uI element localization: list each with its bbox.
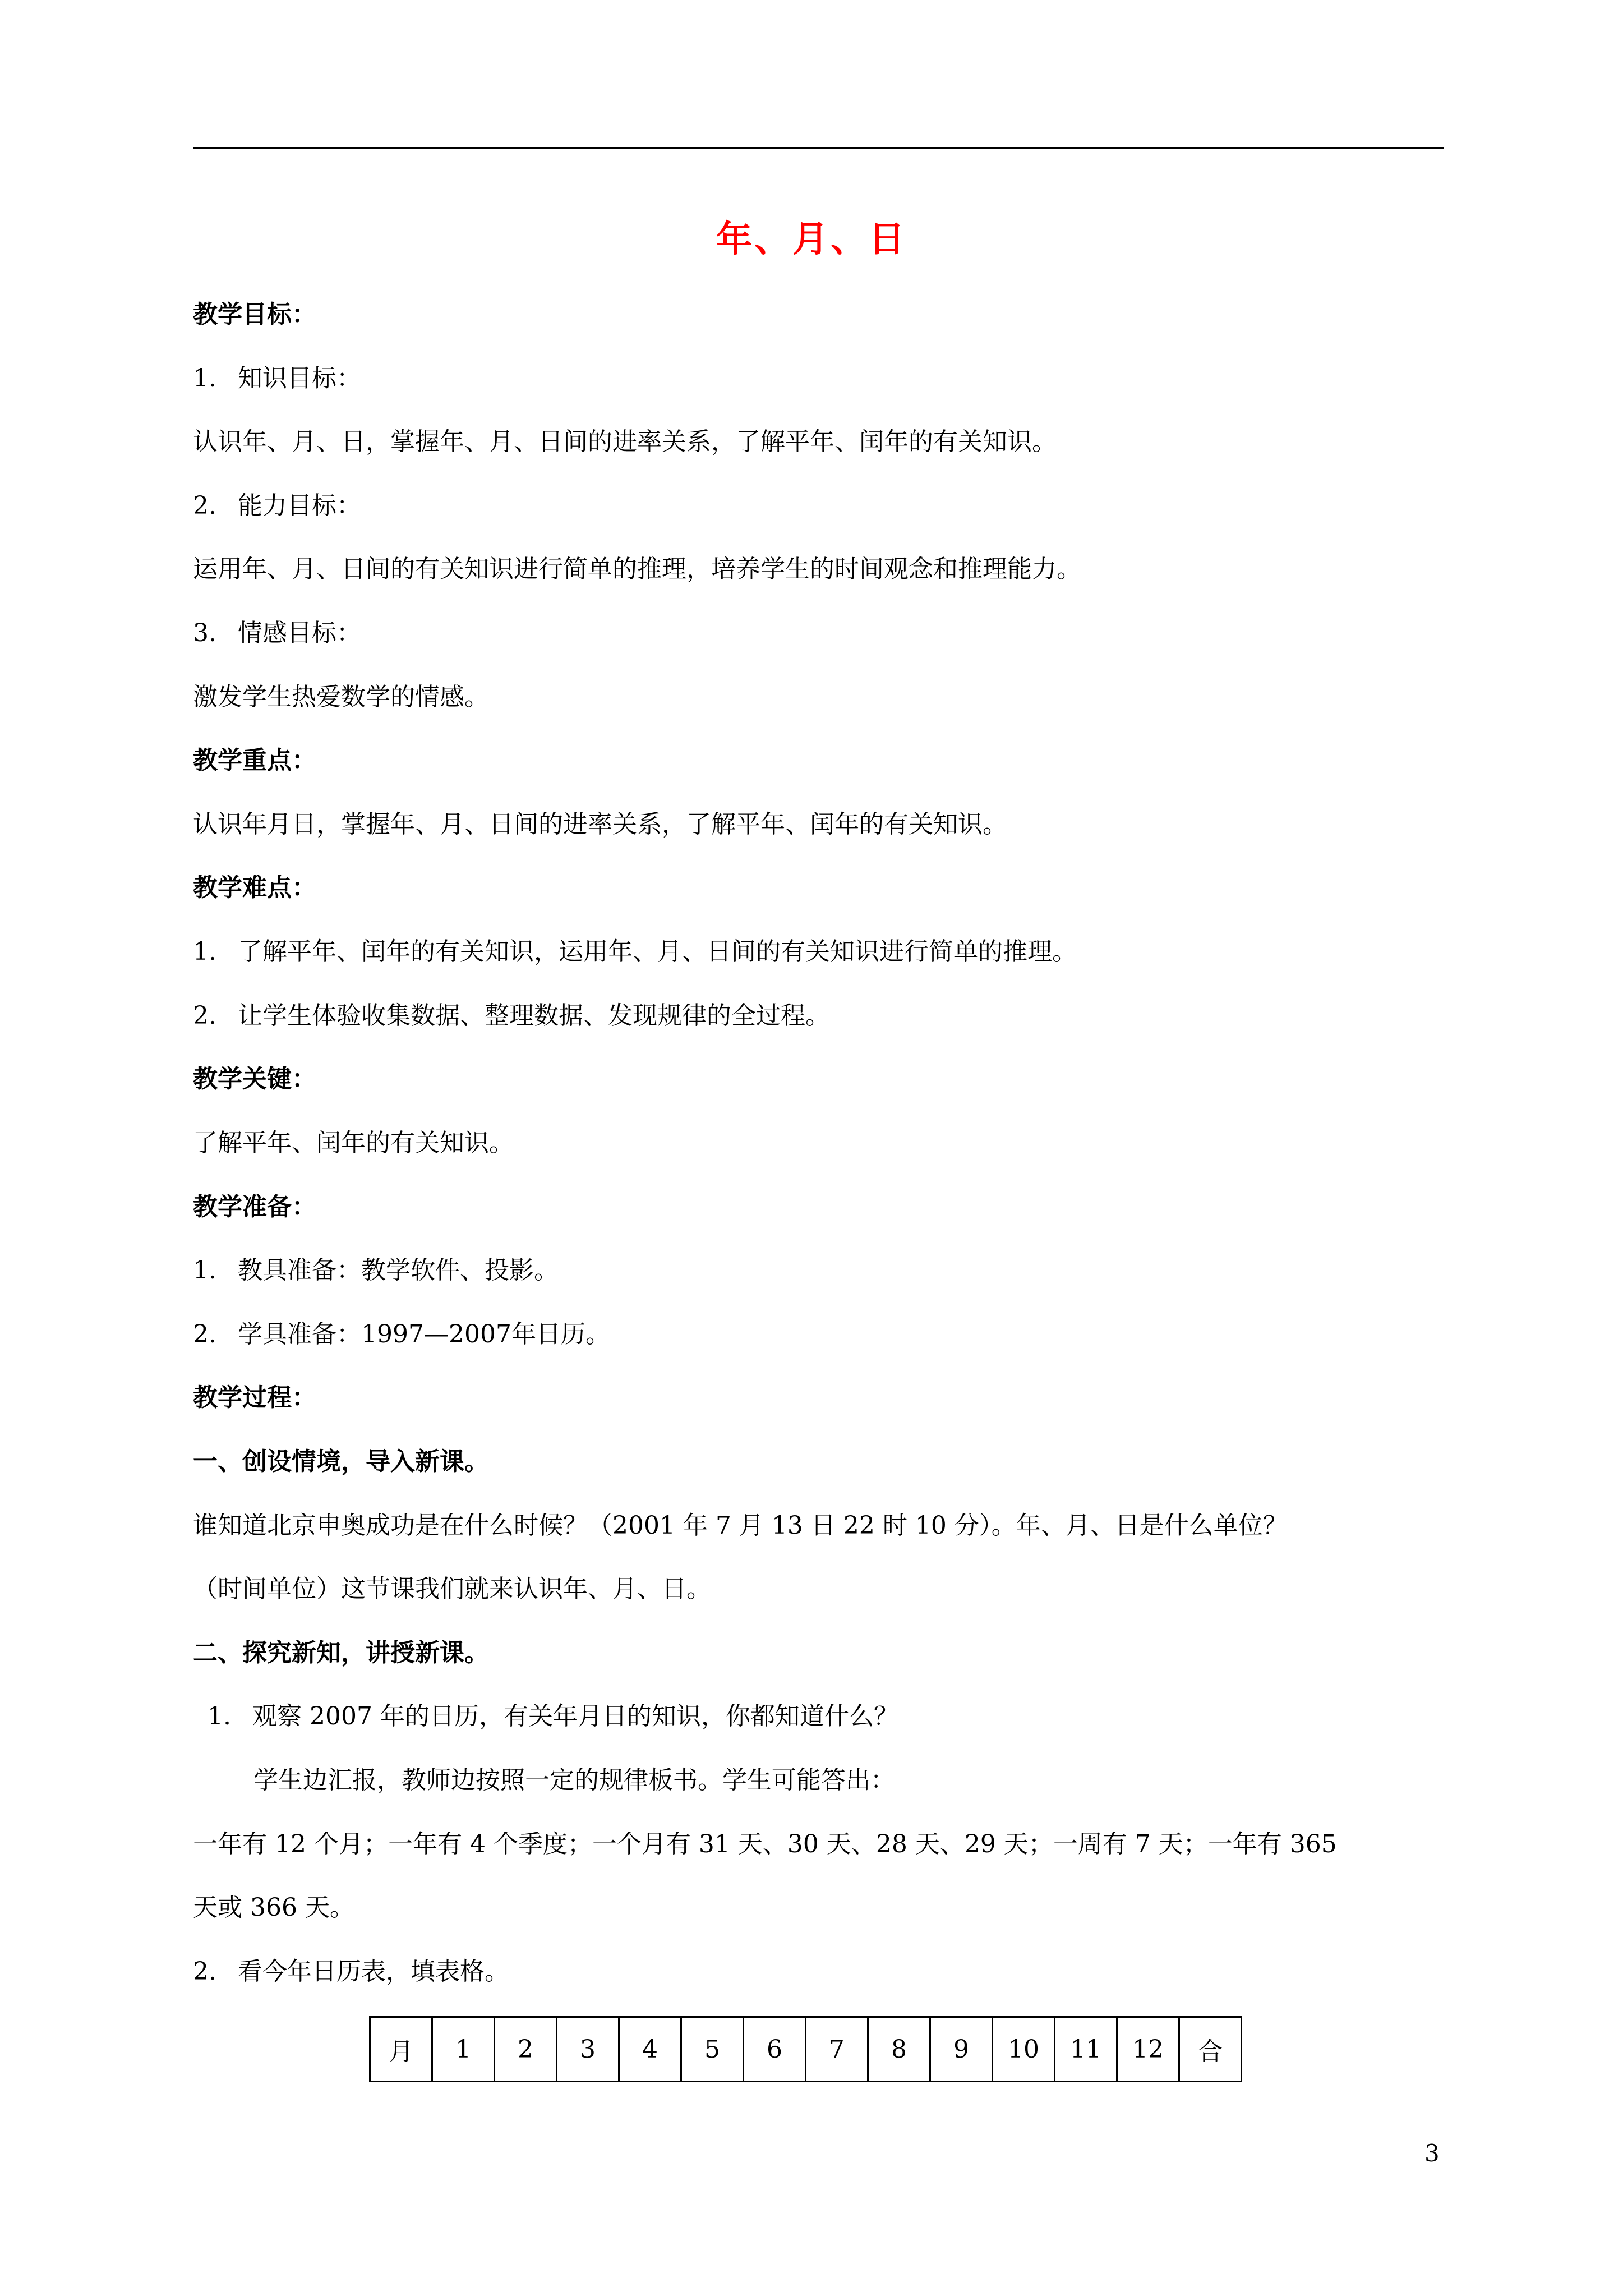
table-cell: 5: [681, 2017, 744, 2082]
list-item: [193, 1955, 1449, 1989]
document-title: 年、月、日: [716, 218, 907, 260]
table-cell: 2: [495, 2017, 557, 2082]
list-text: 观察 2007 年的日历，有关年月日的知识，你都知道什么？: [252, 1702, 898, 1731]
list-item: [193, 1254, 1449, 1287]
list-item: [208, 1700, 1464, 1733]
list-number: 1.: [193, 364, 216, 393]
list-text: 学具准备：1997—2007年日历。: [238, 1320, 610, 1349]
section-heading-objectives: 教学目标：: [193, 300, 316, 329]
section-heading-process: 教学过程：: [193, 1383, 316, 1412]
list-number: 2.: [193, 1001, 216, 1030]
table-cell: 11: [1055, 2017, 1117, 2082]
table-cell: 10: [993, 2017, 1055, 2082]
paragraph: 认识年、月、日，掌握年、月、日间的进率关系，了解平年、闰年的有关知识。: [193, 427, 1057, 456]
table-cell: 6: [744, 2017, 806, 2082]
list-text: 知识目标：: [238, 364, 361, 393]
list-number: 1.: [208, 1702, 231, 1731]
list-text: 情感目标：: [238, 619, 361, 647]
list-item: [193, 362, 1449, 395]
list-item: [193, 935, 1449, 969]
month-table: [369, 2016, 1242, 2082]
page-number: 3: [1424, 2139, 1440, 2167]
list-text: 能力目标：: [238, 491, 361, 520]
paragraph: 天或 366 天。: [193, 1893, 354, 1922]
list-text: 教具准备：教学软件、投影。: [238, 1256, 559, 1285]
paragraph: 激发学生热爱数学的情感。: [193, 683, 489, 711]
table-cell: 1: [432, 2017, 495, 2082]
paragraph: 谁知道北京申奥成功是在什么时候？（2001 年 7 月 13 日 22 时 10 分）。年、月、日是什么单位？: [193, 1511, 1288, 1540]
table-cell: 月: [370, 2017, 432, 2082]
table-cell: 合: [1179, 2017, 1242, 2082]
paragraph: 运用年、月、日间的有关知识进行简单的推理，培养学生的时间观念和推理能力。: [193, 555, 1081, 583]
list-number: 2.: [193, 491, 216, 520]
list-text: 了解平年、闰年的有关知识，运用年、月、日间的有关知识进行简单的推理。: [238, 937, 1077, 966]
table-cell: 7: [806, 2017, 868, 2082]
table-cell: 3: [557, 2017, 619, 2082]
list-number: 2.: [193, 1320, 216, 1349]
table-cell: 4: [619, 2017, 681, 2082]
paragraph: 一年有 12 个月；一年有 4 个季度；一个月有 31 天、30 天、28 天、29 天；一周有 7 天；一年有 365: [193, 1830, 1337, 1858]
section-heading-difficulties: 教学难点：: [193, 873, 316, 902]
header-rule: [193, 147, 1444, 149]
list-number: 1.: [193, 937, 216, 966]
list-item: [193, 1318, 1449, 1351]
table-cell: 9: [930, 2017, 993, 2082]
list-text: 让学生体验收集数据、整理数据、发现规律的全过程。: [238, 1001, 830, 1030]
table-cell: 8: [868, 2017, 930, 2082]
list-item: [193, 489, 1449, 523]
list-number: 1.: [193, 1256, 216, 1285]
section-heading-key: 教学关键：: [193, 1065, 316, 1093]
list-text: 看今年日历表，填表格。: [238, 1957, 509, 1986]
paragraph: 学生边汇报，教师边按照一定的规律板书。学生可能答出：: [253, 1766, 895, 1795]
list-number: 3.: [193, 619, 216, 647]
table-row: [370, 2017, 1242, 2082]
list-number: 2.: [193, 1957, 216, 1986]
list-item: [193, 999, 1449, 1033]
section-heading-key-points: 教学重点：: [193, 746, 316, 775]
section-heading-preparation: 教学准备：: [193, 1193, 316, 1221]
subsection-heading: 二、探究新知，讲授新课。: [193, 1639, 489, 1667]
subsection-heading: 一、创设情境，导入新课。: [193, 1447, 489, 1476]
paragraph: 认识年月日，掌握年、月、日间的进率关系，了解平年、闰年的有关知识。: [193, 810, 1007, 839]
table-cell: 12: [1117, 2017, 1179, 2082]
list-item: [193, 616, 1449, 650]
paragraph: 了解平年、闰年的有关知识。: [193, 1129, 514, 1157]
paragraph: （时间单位）这节课我们就来认识年、月、日。: [193, 1575, 711, 1603]
